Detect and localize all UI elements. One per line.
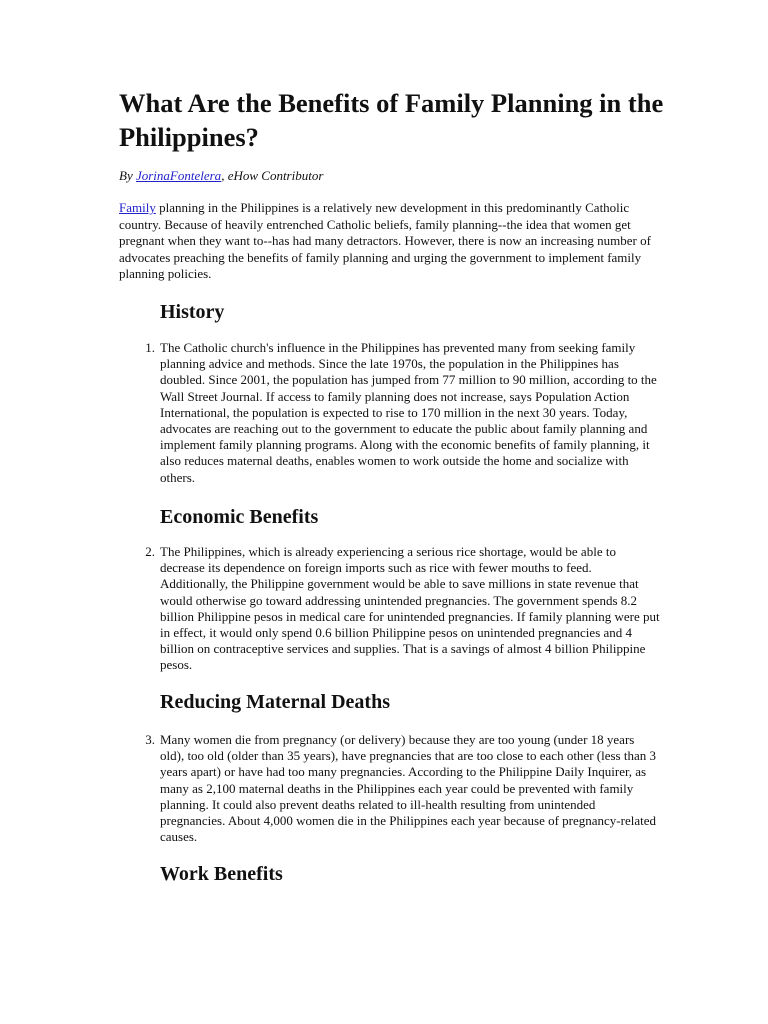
list-item-1 [145, 340, 660, 486]
section-heading-reducing-maternal-deaths: Reducing Maternal Deaths [160, 691, 390, 713]
list-item-text: The Philippines, which is already experiencing a serious rice shortage, would be able to decrease its dependence on foreign imports such as rice with fewer mouths to feed. Additionally, the Philippine government would be able to save millions in state revenue that would otherwise go toward addressing unintended pregnancies. The government spends 8.2 billion Philippine pesos in medical care for unintended pregnancies. If family planning were put in effect, it would only spend 0.6 billion Philippine pesos on unintended pregnancies and 4 billion on contraceptive services and supplies. That is a savings of almost 4 billion Philippine pesos. [160, 544, 660, 673]
intro-text: planning in the Philippines is a relatively new development in this predominantly Catholic country. Because of heavily entrenched Catholic beliefs, family planning--the idea that women get pregnant when they want to--has had many detractors. However, there is now an increasing number of advocates preaching the benefits of family planning and urging the government to implement family planning policies. [119, 200, 651, 281]
list-number: 3. [145, 732, 155, 747]
list-number: 1. [145, 340, 155, 355]
section-heading-history: History [160, 301, 225, 323]
list-number: 2. [145, 544, 155, 559]
section-heading-economic-benefits: Economic Benefits [160, 506, 319, 528]
byline [119, 167, 323, 185]
byline-prefix: By [119, 168, 136, 183]
author-link[interactable]: JorinaFontelera [135, 168, 222, 183]
family-link[interactable]: Family [119, 200, 156, 215]
list-item-3 [145, 732, 660, 845]
list-item-2 [145, 544, 660, 674]
list-item-text: The Catholic church's influence in the Philippines has prevented many from seeking family planning advice and methods. Since the late 1970s, the population in the Philippines has doubled. Since 2001, the population has jumped from 77 million to 90 million, according to the Wall Street Journal. If access to family planning does not increase, says Population Action International, the population is expected to rise to 170 million in the next 30 years. Today, advocates are reaching out to the government to educate the public about family planning and implement family planning programs. Along with the economic benefits of family planning, it also reduces maternal deaths, enables women to work outside the home and socialize with others. [160, 340, 657, 485]
section-heading-work-benefits: Work Benefits [160, 863, 283, 885]
article-title: What Are the Benefits of Family Planning in the Philippines? [119, 88, 664, 152]
byline-suffix: , eHow Contributor [221, 168, 324, 183]
list-item-text: Many women die from pregnancy (or delivery) because they are too young (under 18 years old), too old (older than 35 years), have pregnancies that are too close to each other (less than 3 years apart) or have had too many pregnancies. According to the Philippine Daily Inquirer, as many as 2,100 maternal deaths in the Philippines each year could be prevented with family planning. It could also prevent deaths related to ill-health resulting from unintended pregnancies. About 4,000 women die in the Philippines each year because of pregnancy-related causes. [160, 732, 656, 845]
intro-paragraph [119, 200, 659, 283]
